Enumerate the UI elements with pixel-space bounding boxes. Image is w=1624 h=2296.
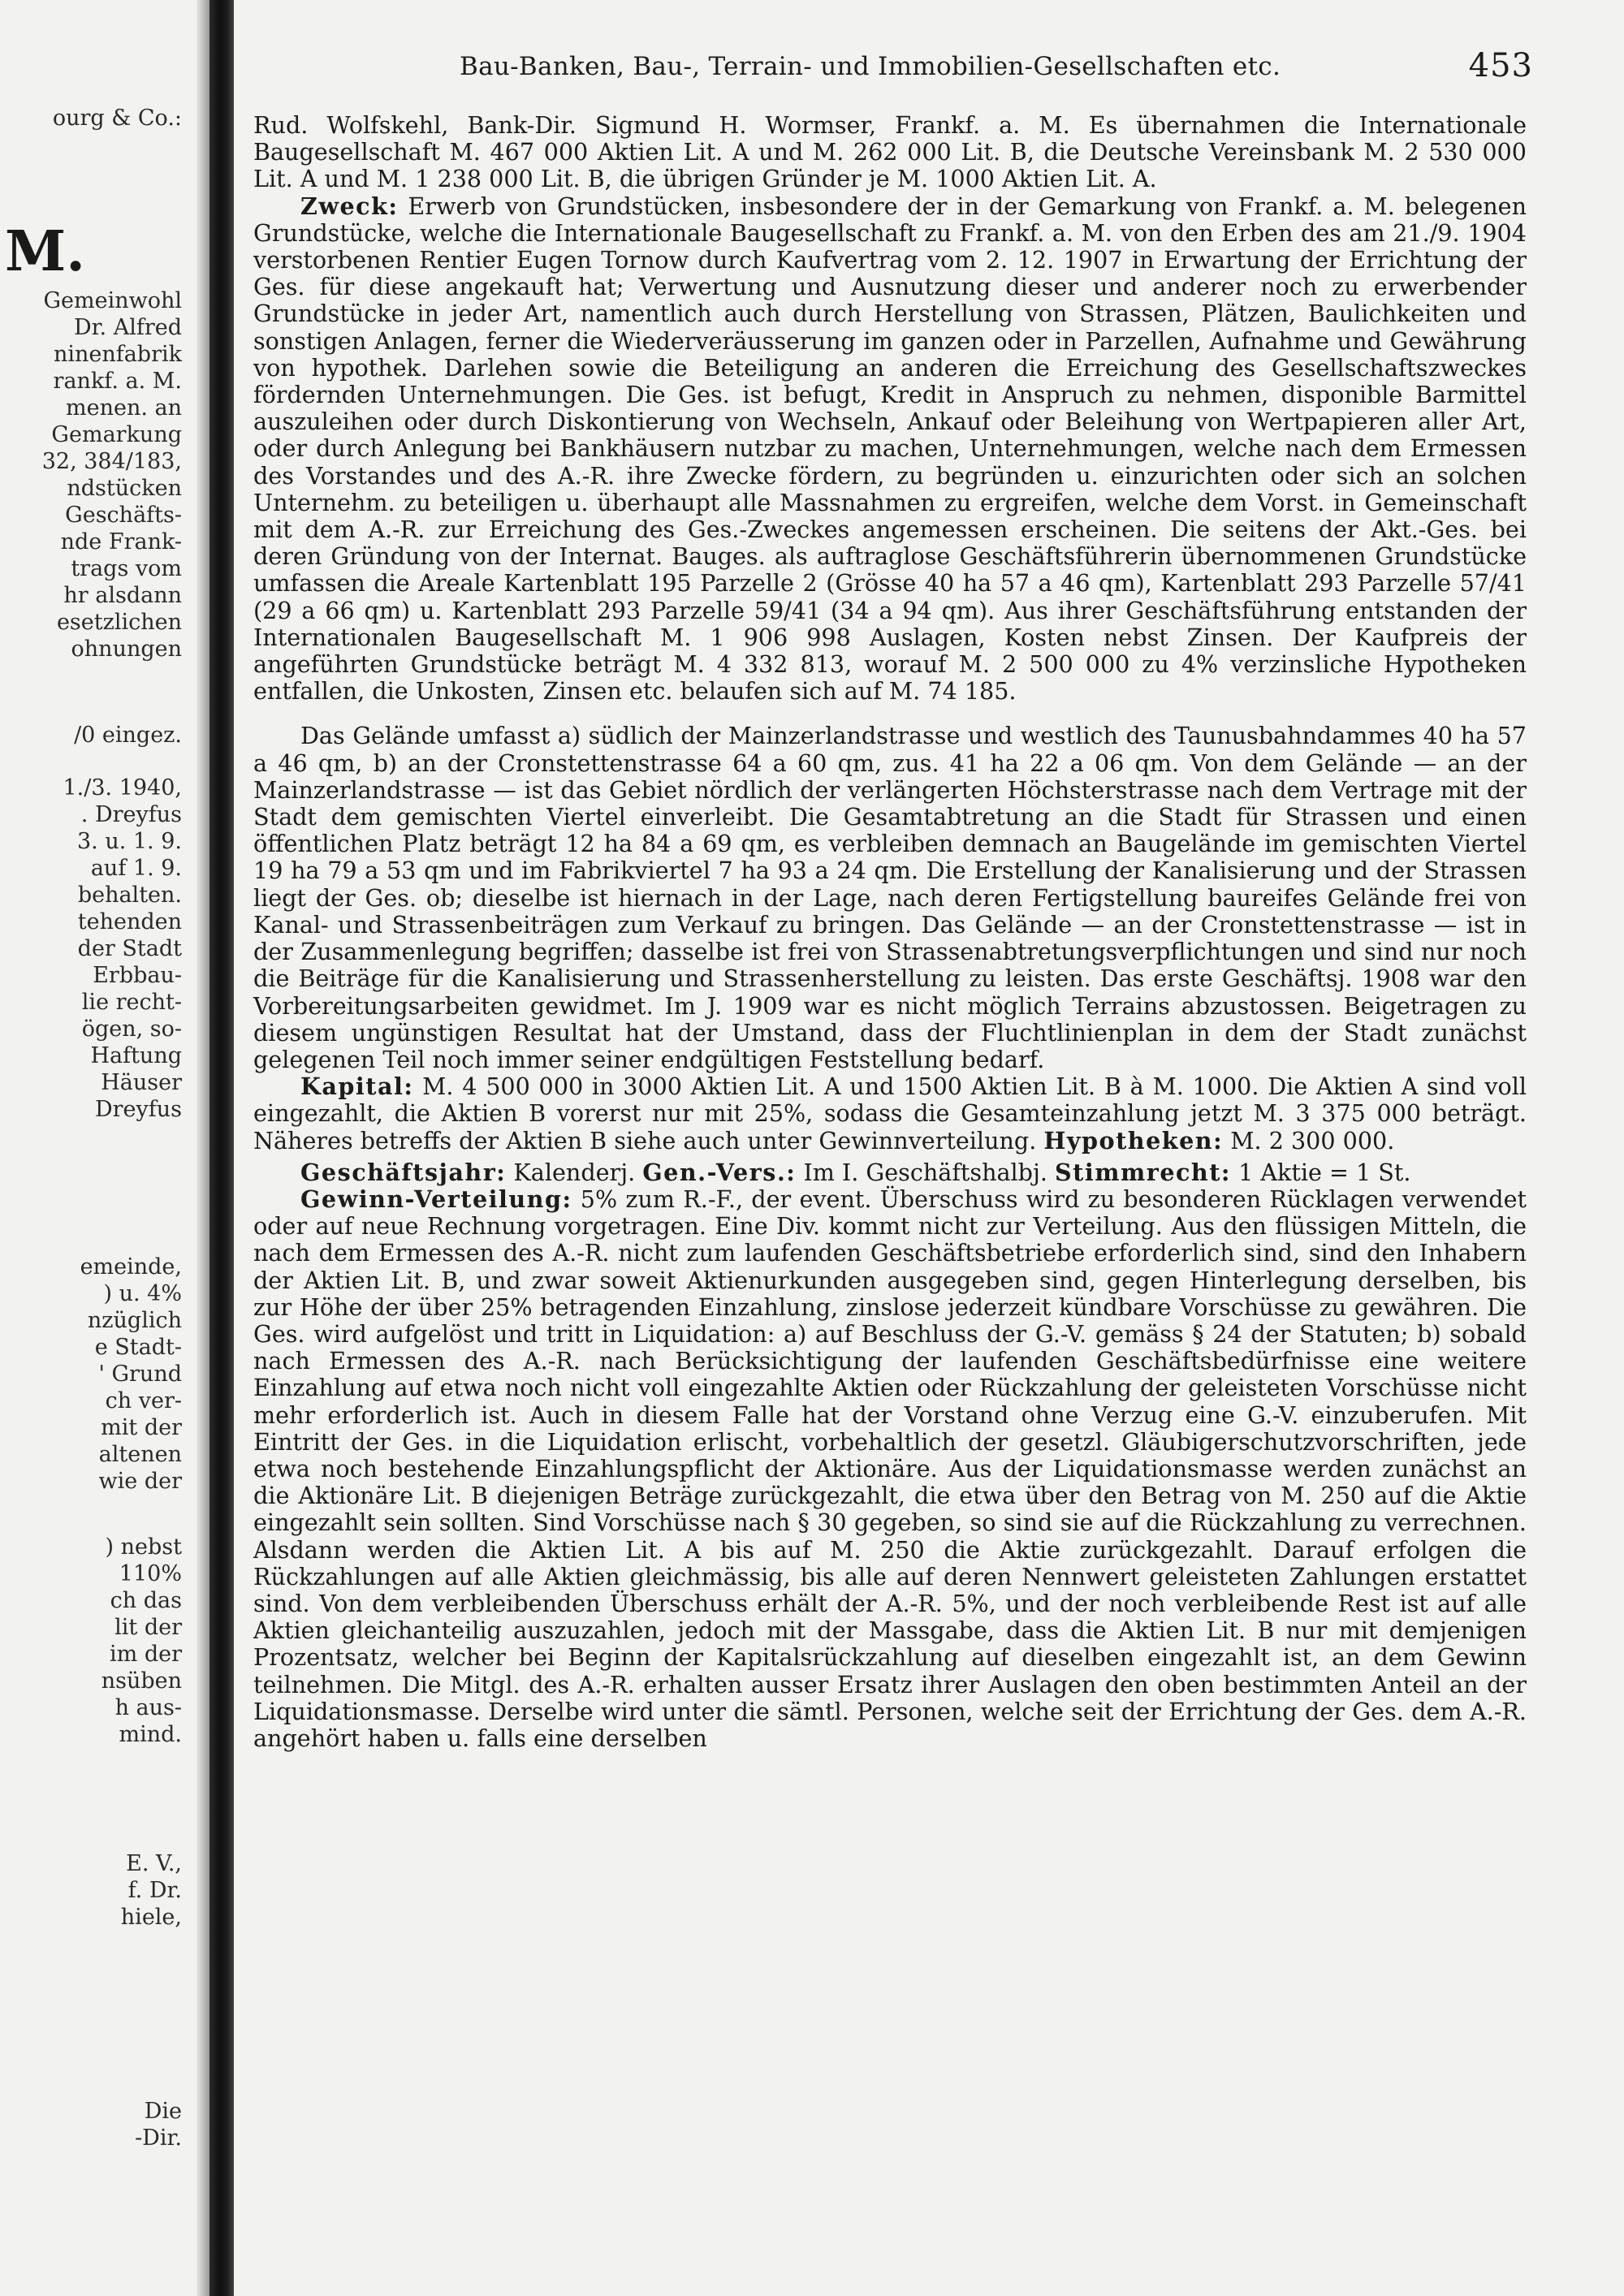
kapital-text: M. 4 500 000 in 3000 Aktien Lit. A und 1500 Aktien Lit. B à M. 1000. Die Aktien A sind voll eingezahlt, die Aktien B vorerst nur mit 25%, sodass die Gesamteinzahlung jetzt M. 3 375 000 beträgt. Näheres betreffs der Aktien B siehe auch unter Gewinnverteilung. xyxy=(253,1072,1527,1154)
left-fragment-line: ch ver- xyxy=(105,1388,182,1413)
left-fragment-line: 32, 384/183, xyxy=(41,449,182,474)
founders-text: Rud. Wolfskehl, Bank-Dir. Sigmund H. Wormser, Frankf. a. M. Es übernahmen die Internationale Baugesellschaft M. 467 000 Aktien Lit. A und M. 262 000 Lit. B, die Deutsche Vereinsbank M. 2 530 000 Lit. A und M. 1 238 000 Lit. B, die übrigen Gründer je M. 1000 Aktien Lit. A. xyxy=(253,111,1527,193)
left-fragment-line: ourg & Co.: xyxy=(52,106,182,131)
left-fragment-line: Dr. Alfred xyxy=(73,315,182,340)
left-fragment-line: nde Frank- xyxy=(60,529,182,555)
gelaende-text: Das Gelände umfasst a) südlich der Mainzerlandstrasse und westlich des Taunusbahndammes 40 ha 57 a 46 qm, b) an der Cronstettenstrasse 64 a 60 qm, zus. 41 ha 22 a 06 qm. Von dem Gelände — an der Mainzerlandstrasse — ist das Gebiet nördlich der verlängerten Höchsterstrasse nach dem Vertrage mit der Stadt dem gemischten Viertel einverleibt. Die Gesamtabtretung an die Stadt für Strassen und einen öffentlichen Platz beträgt 12 ha 84 a 69 qm, es verbleiben demnach an Baugelände im gemischten Viertel 19 ha 79 a 53 qm und im Fabrikviertel 7 ha 93 a 24 qm. Die Erstellung der Kanalisierung und der Strassen liegt der Ges. ob; dieselbe ist hiernach in der Lage, nach deren Fertigstellung baureifes Gelände frei von Kanal- und Strassenbeiträgen zum Verkauf zu bringen. Das Gelände — an der Cronstettenstrasse — ist in der Zusammenlegung begriffen; dasselbe ist frei von Strassenabtretungsverpflichtungen und sind nur noch die Beiträge für die Kanalisierung und Strassenherstellung zu leisten. Das erste Geschäftsj. 1908 war den Vorbereitungsarbeiten gewidmet. Im J. 1909 war es nicht möglich Terrains abzustossen. Beigetragen zu diesem ungünstigen Resultat hat der Umstand, dass der Fluchtlinienplan in dem der Stadt zunächst gelegenen Teil noch immer seiner endgültigen Feststellung bedarf. xyxy=(253,722,1527,1073)
founders-paragraph xyxy=(253,112,1527,193)
left-fragment-line: . Dreyfus xyxy=(80,802,182,827)
left-fragment-line: wie der xyxy=(98,1469,182,1494)
left-fragment-line: Geschäfts- xyxy=(65,503,182,528)
left-fragment-line: ' Grund xyxy=(98,1362,182,1387)
kapital-label: Kapital: xyxy=(300,1072,414,1101)
left-fragment-line: lit der xyxy=(114,1615,182,1640)
left-fragment-line: ohnungen xyxy=(71,637,182,662)
left-fragment-line: lie recht- xyxy=(81,990,182,1015)
zweck-text: Erwerb von Grundstücken, insbesondere der in der Gemarkung von Frankf. a. M. belegenen Grundstücke, welche die Internationale Baugesellschaft zu Frankf. a. M. von den Erben des am 21./9. 1904 verstorbenen Rentier Eugen Tornow durch Kaufvertrag vom 2. 12. 1907 in Erwartung der Errichtung der Ges. für diese angekauft hat; Verwertung und Ausnutzung dieser und anderer noch zu erwerbender Grundstücke in jeder Art, namentlich auch durch Herstellung von Strassen, Plätzen, Baulichkeiten und sonstigen Anlagen, ferner die Wiederveräusserung im ganzen oder in Parzellen, Aufnahme und Gewährung von hypothek. Darlehen sowie die Beteiligung an anderen die Erreichung des Gesellschaftszweckes fördernden Unternehmungen. Die Ges. ist befugt, Kredit in Anspruch zu nehmen, disponible Barmittel auszuleihen oder durch Diskontierung von Wechseln, Ankauf oder Beleihung von Wertpapieren aller Art, oder durch Anlegung bei Bankhäusern nutzbar zu machen, Unternehmungen, welche nach dem Ermessen des Vorstandes und des A.-R. ihre Zwecke fördern, zu begründen u. einzurichten oder sich an solchen Unternehm. zu beteiligen u. überhaupt alle Massnahmen zu ergreifen, welche dem Vorst. in Gemeinschaft mit dem A.-R. zur Erreichung des Ges.-Zweckes angemessen erscheinen. Die seitens der Akt.-Ges. bei deren Gründung von der Internat. Bauges. als auftraglose Geschäftsführerin übernommenen Grundstücke umfassen die Areale Kartenblatt 195 Parzelle 2 (Grösse 40 ha 57 a 46 qm), Kartenblatt 293 Parzelle 57/41 (29 a 66 qm) u. Kartenblatt 293 Parzelle 59/41 (34 a 94 qm). Aus ihrer Geschäftsführung entstanden der Internationalen Baugesellschaft M. 1 906 998 Auslagen, Kosten nebst Zinsen. Der Kaufpreis der angeführten Grundstücke beträgt M. 4 332 813, worauf M. 2 500 000 zu 4% verzinsliche Hypotheken entfallen, die Unkosten, Zinsen etc. belaufen sich auf M. 74 185. xyxy=(253,192,1527,706)
left-fragment-line: esetzlichen xyxy=(56,610,182,635)
running-header xyxy=(252,47,1533,88)
left-page-fragment xyxy=(0,106,192,2216)
left-fragment-line: auf 1. 9. xyxy=(90,856,182,881)
left-fragment-line: 1./3. 1940, xyxy=(63,775,182,801)
left-fragment-line: rankf. a. M. xyxy=(53,369,182,394)
stimmrecht-label: Stimmrecht: xyxy=(1055,1158,1231,1186)
left-fragment-line: E. V., xyxy=(126,1851,182,1876)
left-fragment-line: trags vom xyxy=(71,556,182,581)
left-fragment-line: mit der xyxy=(101,1415,182,1440)
left-fragment-line: hiele, xyxy=(120,1905,182,1930)
gewinn-text: 5% zum R.-F., der event. Überschuss wird zu besonderen Rücklagen verwendet oder auf neue Rechnung vorgetragen. Eine Div. kommt nicht zur Verteilung. Aus den flüssigen Mitteln, die nach dem Ermessen des A.-R. nicht zum laufenden Geschäftsbetriebe erforderlich sind, sind den Inhabern der Aktien Lit. B, und zwar soweit Aktienurkunden ausgegeben sind, gegen Hinterlegung derselben, bis zur Höhe der über 25% betragenden Einzahlung, zinslose jederzeit kündbare Vorschüsse zu gewähren. Die Ges. wird aufgelöst und tritt in Liquidation: a) auf Beschluss der G.-V. gemäss § 24 der Statuten; b) sobald nach Ermessen des A.-R. nach Berücksichtigung der laufenden Geschäftsbedürfnisse eine weitere Einzahlung auf etwa noch nicht voll eingezahlte Aktien oder Rückzahlung der geleisteten Vorschüsse nicht mehr erforderlich ist. Auch in diesem Falle hat der Vorstand ohne Verzug eine G.-V. einzuberufen. Mit Eintritt der Ges. in die Liquidation erlischt, vorbehaltlich der gesetzl. Gläubigerschutzvorschriften, jede etwa noch bestehende Einzahlungspflicht der Aktionäre. Aus der Liquidationsmasse werden zunächst an die Aktionäre Lit. B diejenigen Beträge zurückgezahlt, die etwa über den Betrag von M. 250 auf die Aktie eingezahlt sein sollten. Sind Vorschüsse nach § 30 gegeben, so sind sie auf die Rückzahlung zu verrechnen. Alsdann werden die Aktien Lit. A bis auf M. 250 die Aktie zurückgezahlt. Darauf erfolgen die Rückzahlungen auf alle Aktien gleichmässig, bis alle auf deren Nennwert geleisteten Zahlungen erstattet sind. Von dem verbleibenden Überschuss erhält der A.-R. 5%, und der noch verbleibende Rest ist auf alle Aktien gleichanteilig auszuzahlen, jedoch mit der Massgabe, dass die Aktien Lit. B nur mit demjenigen Prozentsatz, welcher bei Beginn der Kapitalsrückzahlung auf dieselben eingezahlt ist, an dem Gewinn teilnehmen. Die Mitgl. des A.-R. erhalten ausser Ersatz ihrer Auslagen den oben bestimmten Anteil an der Liquidationsmasse. Derselbe wird unter die sämtl. Personen, welche seit der Errichtung der Ges. dem A.-R. angehört haben u. falls eine derselben xyxy=(253,1185,1527,1752)
left-fragment-line: Gemeinwohl xyxy=(43,288,182,313)
left-fragment-line: behalten. xyxy=(77,883,182,908)
left-fragment-line: im der xyxy=(110,1642,182,1667)
left-fragment-line: Häuser xyxy=(101,1070,182,1095)
left-fragment-line: 3. u. 1. 9. xyxy=(76,829,182,854)
gen-vers-text: Im I. Geschäftshalbj. xyxy=(803,1158,1047,1186)
gen-vers-label: Gen.-Vers.: xyxy=(642,1158,797,1186)
left-fragment-line: h aus- xyxy=(114,1695,182,1720)
left-fragment-line: nsüben xyxy=(101,1668,182,1694)
left-fragment-line: Gemarkung xyxy=(51,422,182,447)
stimmrecht-text: 1 Aktie = 1 St. xyxy=(1238,1158,1411,1186)
left-fragment-line: /0 eingez. xyxy=(74,723,182,748)
left-fragment-line: menen. an xyxy=(66,395,182,421)
left-fragment-line: f. Dr. xyxy=(127,1878,182,1903)
left-fragment-line: Die xyxy=(144,2099,182,2124)
left-fragment-line: ndstücken xyxy=(67,476,182,501)
hypotheken-label: Hypotheken: xyxy=(1043,1126,1224,1154)
zweck-paragraph xyxy=(253,193,1527,706)
left-fragment-line: ch das xyxy=(110,1588,182,1613)
left-fragment-line: tehenden xyxy=(77,909,182,934)
kapital-paragraph xyxy=(253,1073,1527,1154)
page-number: 453 xyxy=(1468,47,1533,84)
left-fragment-line: ) nebst xyxy=(105,1534,182,1560)
left-fragment-line: -Dir. xyxy=(135,2126,182,2151)
left-fragment-line: der Stadt xyxy=(77,936,182,961)
zweck-label: Zweck: xyxy=(300,192,399,220)
left-fragment-line: Haftung xyxy=(90,1043,182,1068)
left-fragment-line: mind. xyxy=(119,1722,182,1747)
left-fragment-line: Erbbau- xyxy=(93,963,182,988)
left-fragment-line: hr alsdann xyxy=(63,583,182,608)
page-gutter-shadow xyxy=(197,0,209,2296)
left-big-letter: M. xyxy=(5,219,85,284)
left-fragment-line: altenen xyxy=(98,1442,182,1467)
left-fragment-line: emeinde, xyxy=(80,1254,182,1280)
gewinn-label: Gewinn-Verteilung: xyxy=(300,1185,572,1213)
book-binding xyxy=(209,0,234,2296)
left-fragment-line: ögen, so- xyxy=(81,1016,182,1042)
left-fragment-line: nzüglich xyxy=(87,1308,182,1333)
geschaeftsjahr-label: Geschäftsjahr: xyxy=(300,1158,507,1186)
main-text-column xyxy=(253,112,1527,1752)
left-fragment-line: Dreyfus xyxy=(94,1097,182,1122)
geschaeftsjahr-paragraph xyxy=(253,1159,1527,1186)
running-title: Bau-Banken, Bau-, Terrain- und Immobilien-Gesellschaften etc. xyxy=(460,52,1281,81)
left-fragment-line: ) u. 4% xyxy=(103,1281,182,1306)
left-fragment-line: 110% xyxy=(119,1561,182,1586)
gelaende-paragraph xyxy=(253,723,1527,1073)
hypotheken-text: M. 2 300 000. xyxy=(1230,1126,1395,1154)
gewinn-paragraph xyxy=(253,1186,1527,1752)
geschaeftsjahr-text: Kalenderj. xyxy=(513,1158,636,1186)
left-fragment-line: e Stadt- xyxy=(94,1335,182,1360)
left-fragment-line: ninenfabrik xyxy=(53,342,182,367)
